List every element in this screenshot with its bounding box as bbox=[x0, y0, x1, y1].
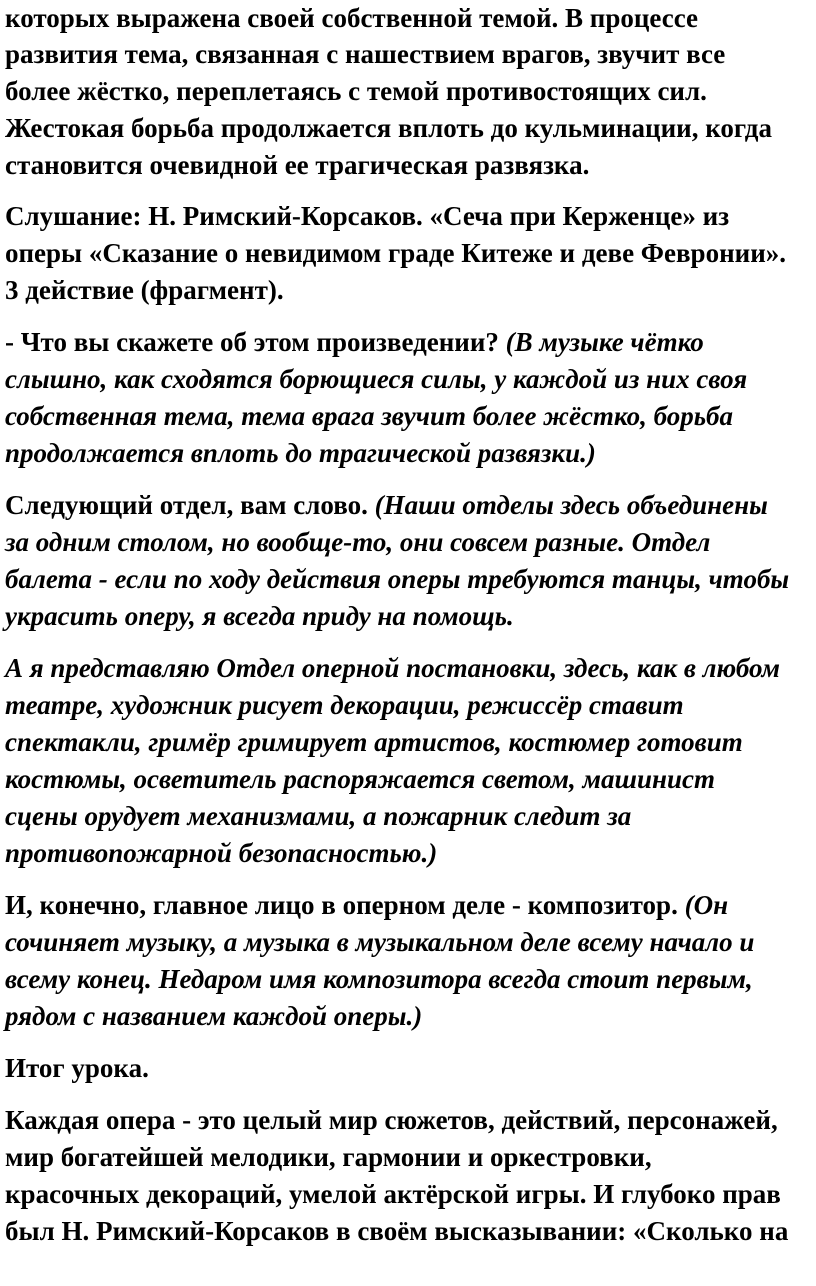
text-line bbox=[5, 0, 698, 36]
text-line bbox=[5, 561, 789, 597]
text-run: становится очевидной ее трагическая развязка. bbox=[5, 150, 590, 180]
text-run: красочных декораций, умелой актёрской игры. И глубоко прав bbox=[5, 1179, 781, 1209]
text-run: Жестокая борьба продолжается вплоть до кульминации, когда bbox=[5, 113, 772, 143]
italic-text-run: костюмы, осветитель распоряжается светом, машинист bbox=[5, 764, 715, 794]
text-line bbox=[5, 487, 768, 523]
italic-text-run: (Он bbox=[684, 890, 729, 920]
text-run: мир богатейшей мелодики, гармонии и оркестровки, bbox=[5, 1142, 652, 1172]
italic-text-run: сочиняет музыку, а музыка в музыкальном деле всему начало и bbox=[5, 927, 755, 957]
text-line bbox=[5, 110, 772, 146]
italic-text-run: всему конец. Недаром имя композитора всегда стоит первым, bbox=[5, 964, 753, 994]
text-line bbox=[5, 398, 733, 434]
text-line bbox=[5, 524, 710, 560]
italic-text-run: балета - если по ходу действия оперы требуются танцы, чтобы bbox=[5, 564, 790, 594]
text-run: развития тема, связанная с нашествием врагов, звучит все bbox=[5, 39, 726, 69]
text-line bbox=[5, 147, 589, 183]
text-run: которых выражена своей собственной темой. В процессе bbox=[5, 3, 698, 33]
italic-text-run: (В музыке чётко bbox=[505, 327, 704, 357]
text-run: И, конечно, главное лицо в оперном деле - композитор. bbox=[5, 890, 685, 920]
text-line bbox=[5, 887, 728, 923]
text-run: Каждая опера - это целый мир сюжетов, действий, персонажей, bbox=[5, 1105, 778, 1135]
text-run: Слушание: Н. Римский-Корсаков. «Сеча при Керженце» из bbox=[5, 201, 730, 231]
text-run: Итог урока. bbox=[5, 1053, 149, 1083]
italic-text-run: противопожарной безопасностью.) bbox=[5, 838, 438, 868]
text-run: оперы «Сказание о невидимом граде Китеже и деве Февронии». bbox=[5, 238, 786, 268]
text-line bbox=[5, 1139, 652, 1175]
text-line bbox=[5, 198, 729, 234]
text-line bbox=[5, 1176, 781, 1212]
text-line bbox=[5, 435, 596, 471]
text-line bbox=[5, 798, 631, 834]
text-line bbox=[5, 361, 747, 397]
italic-text-run: (Наши отделы здесь объединены bbox=[374, 490, 768, 520]
text-line bbox=[5, 598, 514, 634]
text-line bbox=[5, 835, 437, 871]
text-line bbox=[5, 73, 707, 109]
text-line bbox=[5, 961, 753, 997]
text-line bbox=[5, 1213, 788, 1249]
text-line bbox=[5, 324, 704, 360]
text-line bbox=[5, 235, 786, 271]
italic-text-run: спектакли, гримёр гримирует артистов, костюмер готовит bbox=[5, 727, 743, 757]
text-line bbox=[5, 272, 284, 308]
text-run: - Что вы скажете об этом произведении? bbox=[5, 327, 506, 357]
text-run: был Н. Римский-Корсаков в своём высказывании: «Сколько на bbox=[5, 1216, 789, 1246]
italic-text-run: театре, художник рисует декорации, режиссёр ставит bbox=[5, 690, 684, 720]
text-line bbox=[5, 761, 715, 797]
italic-text-run: сцены орудует механизмами, а пожарник следит за bbox=[5, 801, 632, 831]
text-run: более жёстко, переплетаясь с темой противостоящих сил. bbox=[5, 76, 707, 106]
text-line bbox=[5, 36, 725, 72]
italic-text-run: рядом с названием каждой оперы.) bbox=[5, 1001, 423, 1031]
italic-text-run: продолжается вплоть до трагической развязки.) bbox=[5, 438, 596, 468]
text-run: Следующий отдел, вам слово. bbox=[5, 490, 375, 520]
italic-text-run: А я представляю Отдел оперной постановки, здесь, как в любом bbox=[5, 653, 780, 683]
text-run: 3 действие (фрагмент). bbox=[5, 275, 284, 305]
italic-text-run: украсить оперу, я всегда приду на помощь. bbox=[5, 601, 514, 631]
italic-text-run: слышно, как сходятся борющиеся силы, у каждой из них своя bbox=[5, 364, 748, 394]
text-line bbox=[5, 998, 422, 1034]
italic-text-run: собственная тема, тема врага звучит более жёстко, борьба bbox=[5, 401, 734, 431]
text-line bbox=[5, 724, 743, 760]
text-line bbox=[5, 1102, 778, 1138]
italic-text-run: за одним столом, но вообще-то, они совсем разные. Отдел bbox=[5, 527, 711, 557]
text-line bbox=[5, 924, 754, 960]
text-line bbox=[5, 1050, 149, 1086]
text-line bbox=[5, 650, 780, 686]
text-line bbox=[5, 687, 684, 723]
